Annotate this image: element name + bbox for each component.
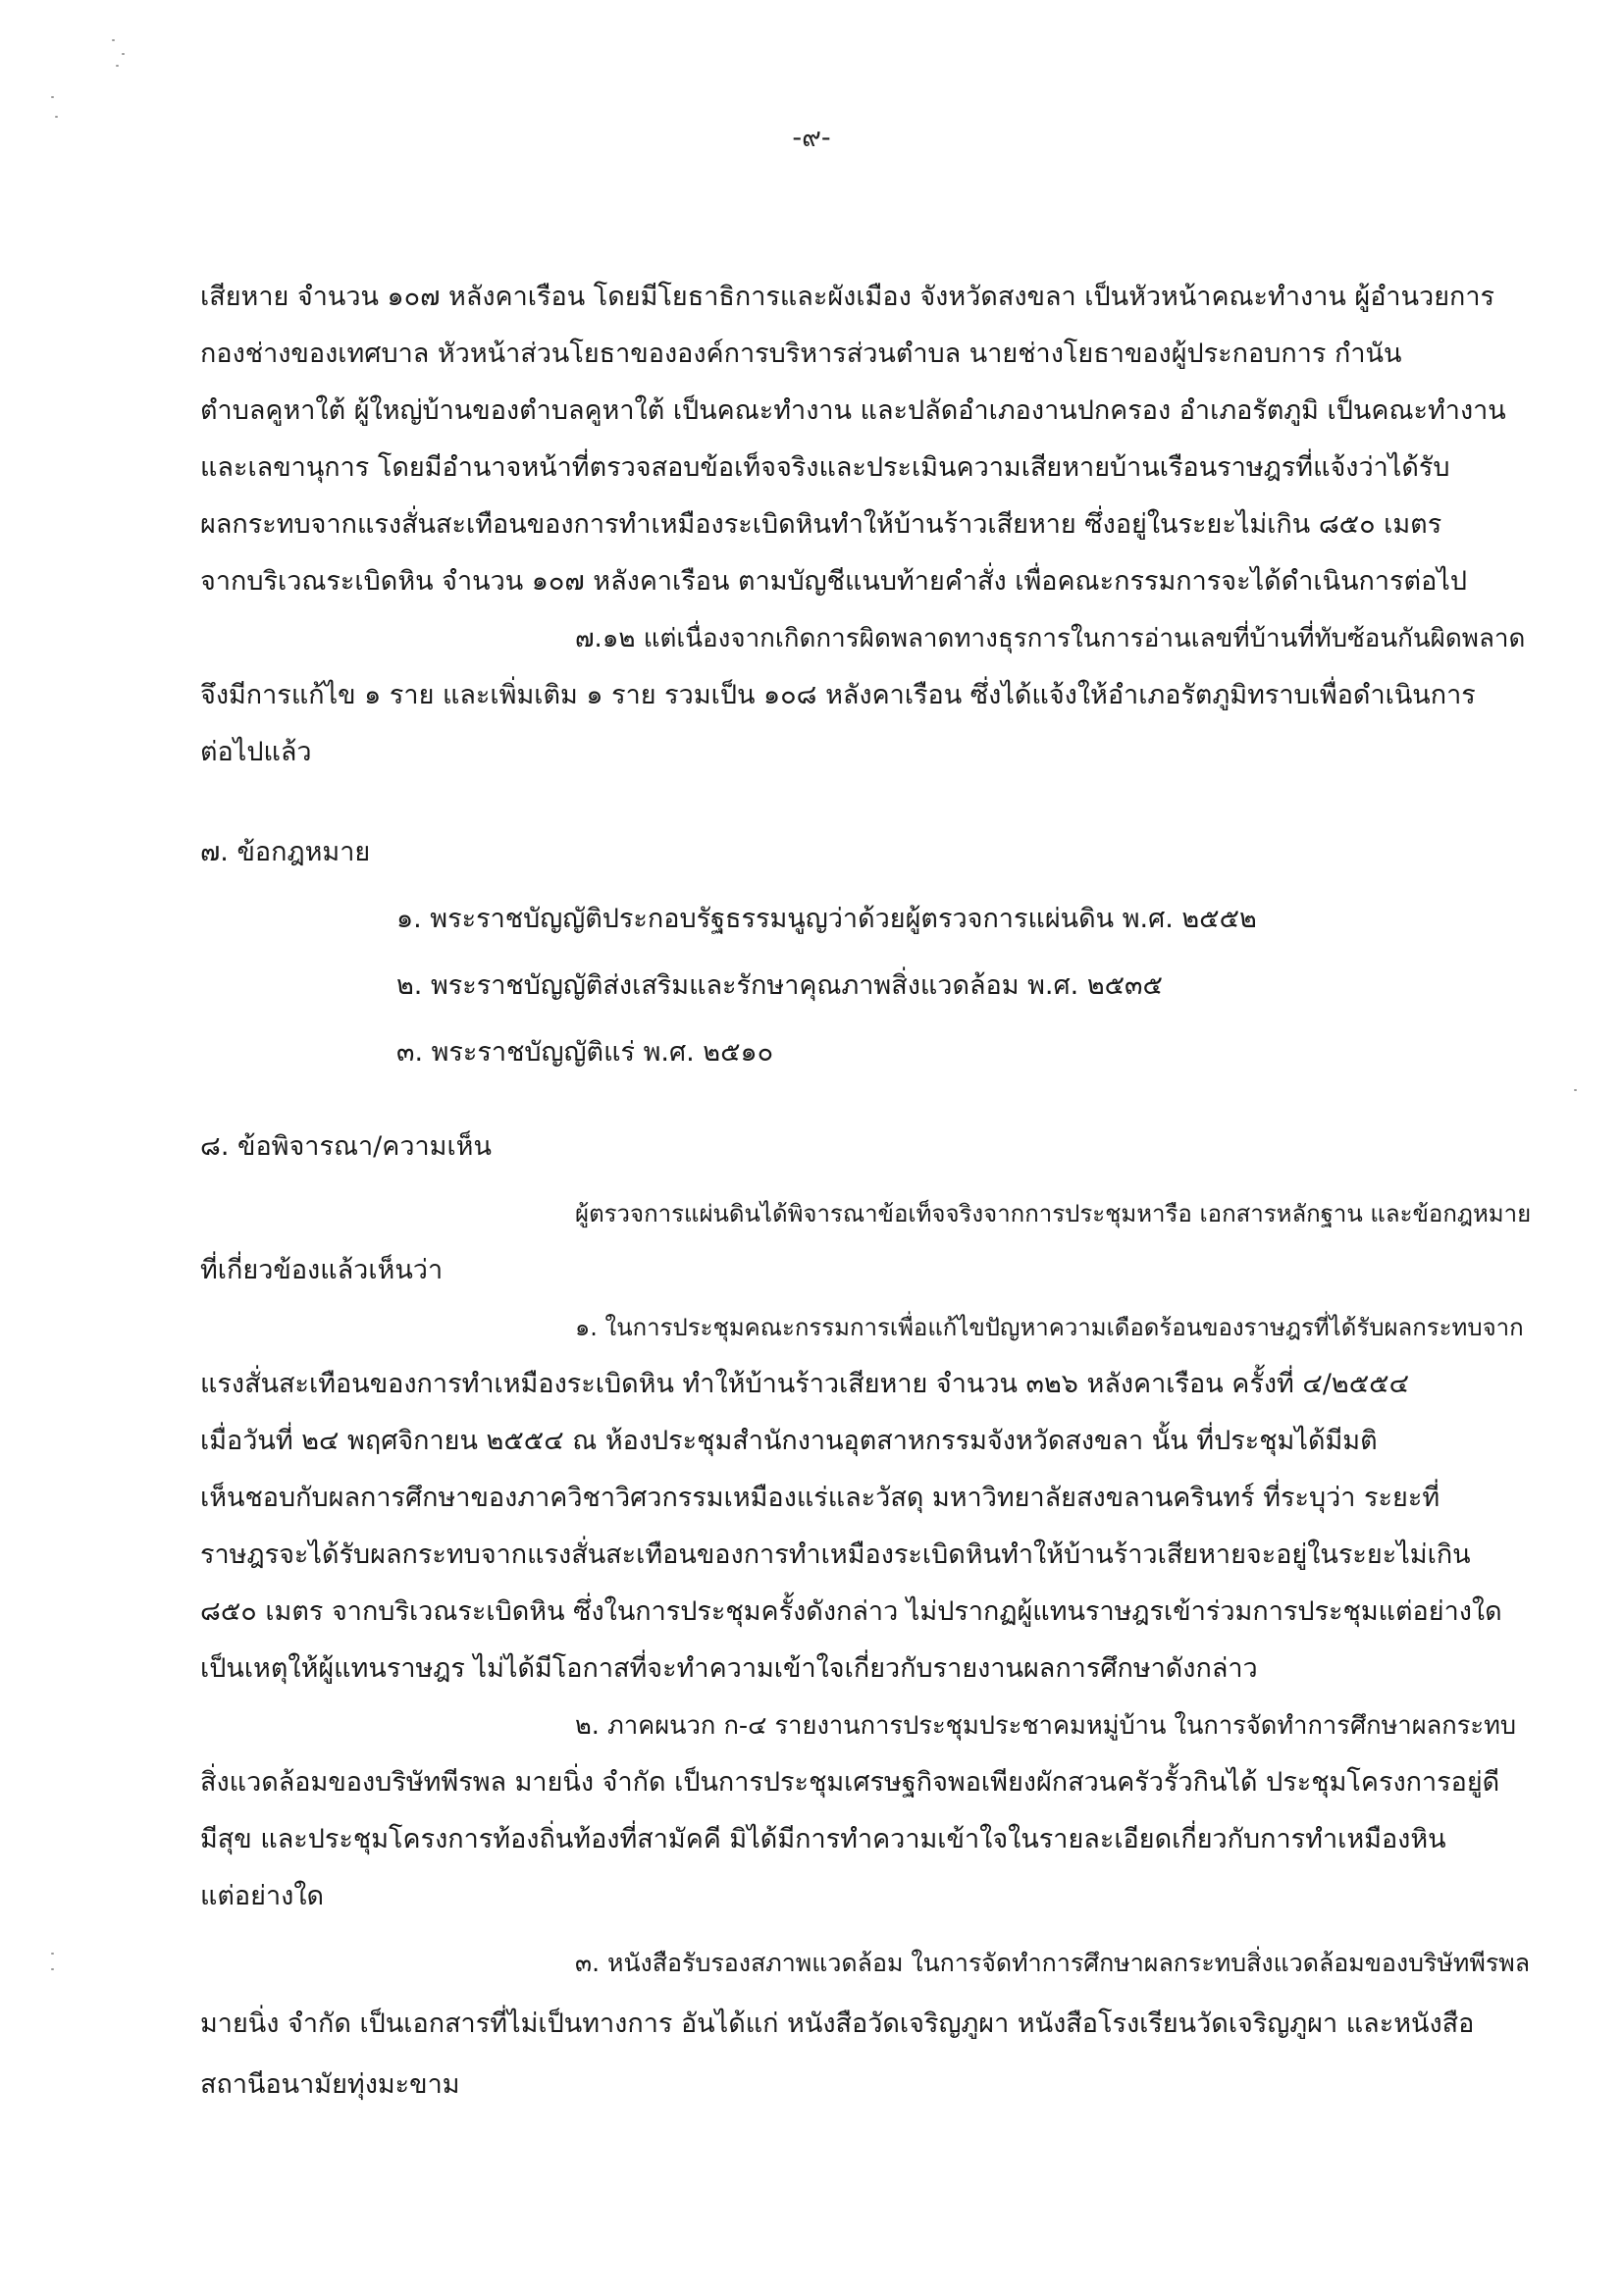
scan-speck [51,1953,54,1955]
page-number: -๙- [792,123,831,153]
text-line: ราษฎรจะได้รับผลกระทบจากแรงสั่นสะเทือนของการทำเหมืองระเบิดหินทำให้บ้านร้าวเสียหายจะอยู่ในระยะไม่เกิน [200,1539,1471,1570]
text-line: ๓. หนังสือรับรองสภาพแวดล้อม ในการจัดทำการศึกษาผลกระทบสิ่งแวดล้อมของบริษัทพีรพล [575,1949,1531,1977]
section-7 [200,834,1533,1071]
scan-speck [116,65,119,67]
text-line: เห็นชอบกับผลการศึกษาของภาควิชาวิศวกรรมเหมืองแร่และวัสดุ มหาวิทยาลัยสงขลานครินทร์ ที่ระบุว่า ระยะที่ [200,1483,1440,1513]
text-line: สถานีอนามัยทุ่งมะขาม [200,2069,460,2100]
section-8-point-3 [200,1945,1533,2104]
text-line: ๘๕๐ เมตร จากบริเวณระเบิดหิน ซึ่งในการประชุมครั้งดังกล่าว ไม่ปรากฏผู้แทนราษฎรเข้าร่วมการประชุมแต่อย่างใด [200,1596,1502,1627]
section-8-point-2 [200,1707,1533,1915]
document-body [200,279,1533,2104]
text-line: จึงมีการแก้ไข ๑ ราย และเพิ่มเติม ๑ ราย รวมเป็น ๑๐๘ หลังคาเรือน ซึ่งได้แจ้งให้อำเภอรัตภูมิทราบเพื่อดำเนินการ [200,680,1476,710]
text-line: สิ่งแวดล้อมของบริษัทพีรพล มายนิ่ง จำกัด เป็นการประชุมเศรษฐกิจพอเพียงผักสวนครัวรั้วกินได้ ประชุมโครงการอยู่ดี [200,1767,1500,1798]
text-line: แรงสั่นสะเทือนของการทำเหมืองระเบิดหิน ทำให้บ้านร้าวเสียหาย จำนวน ๓๒๖ หลังคาเรือน ครั้งที่ ๔/๒๕๕๔ [200,1369,1410,1399]
section-8-point-1 [200,1309,1533,1688]
text-line: กองช่างของเทศบาล หัวหน้าส่วนโยธาขององค์การบริหารส่วนตำบล นายช่างโยธาของผู้ประกอบการ กำนัน [200,339,1402,369]
scan-speck [51,1968,54,1970]
scan-speck [122,53,125,55]
section-heading: ๗. ข้อกฎหมาย [200,837,371,867]
text-line: แต่อย่างใด [200,1881,325,1911]
text-line: ผลกระทบจากแรงสั่นสะเทือนของการทำเหมืองระเบิดหินทำให้บ้านร้าวเสียหาย ซึ่งอยู่ในระยะไม่เกิน ๘๕๐ เมตร [200,509,1442,540]
law-item: ๑. พระราชบัญญัติประกอบรัฐธรรมนูญว่าด้วยผู้ตรวจการแผ่นดิน พ.ศ. ๒๕๕๒ [396,904,1257,934]
law-item: ๒. พระราชบัญญัติส่งเสริมและรักษาคุณภาพสิ่งแวดล้อม พ.ศ. ๒๕๓๕ [396,970,1163,1001]
scan-speck [112,39,115,41]
section-8-intro [200,1195,1533,1289]
text-line: ตำบลคูหาใต้ ผู้ใหญ่บ้านของตำบลคูหาใต้ เป็นคณะทำงาน และปลัดอำเภองานปกครอง อำเภอรัตภูมิ เป็นคณะทำงาน [200,395,1506,426]
continuation-paragraph [200,279,1533,600]
law-item: ๓. พระราชบัญญัติแร่ พ.ศ. ๒๕๑๐ [396,1037,774,1068]
section-heading: ๘. ข้อพิจารณา/ความเห็น [200,1131,492,1162]
text-line: และเลขานุการ โดยมีอำนาจหน้าที่ตรวจสอบข้อเท็จจริงและประเมินความเสียหายบ้านเรือนราษฎรที่แจ้งว่าได้รับ [200,452,1450,483]
text-line: มายนิ่ง จำกัด เป็นเอกสารที่ไม่เป็นทางการ อันได้แก่ หนังสือวัดเจริญภูผา หนังสือโรงเรียนวัดเจริญภูผา และหนังสือ [200,2009,1475,2039]
scan-speck [1574,1089,1577,1091]
text-line: ที่เกี่ยวข้องแล้วเห็นว่า [200,1255,444,1285]
text-line: เสียหาย จำนวน ๑๐๗ หลังคาเรือน โดยมีโยธาธิการและผังเมือง จังหวัดสงขลา เป็นหัวหน้าคณะทำงาน ผู้อำนวยการ [200,282,1495,312]
text-line: เป็นเหตุให้ผู้แทนราษฎร ไม่ได้มีโอกาสที่จะทำความเข้าใจเกี่ยวกับรายงานผลการศึกษาดังกล่าว [200,1653,1258,1684]
item-7-12-paragraph [200,620,1533,771]
text-line: ต่อไปแล้ว [200,737,312,767]
section-8 [200,1128,1533,2104]
text-line: เมื่อวันที่ ๒๔ พฤศจิกายน ๒๕๕๔ ณ ห้องประชุมสำนักงานอุตสาหกรรมจังหวัดสงขลา นั้น ที่ประชุมได้มีมติ [200,1426,1378,1456]
text-line: ผู้ตรวจการแผ่นดินได้พิจารณาข้อเท็จจริงจากการประชุมหารือ เอกสารหลักฐาน และข้อกฎหมาย [575,1200,1532,1227]
text-line: มีสุข และประชุมโครงการท้องถิ่นท้องที่สามัคคี มิได้มีการทำความเข้าใจในรายละเอียดเกี่ยวกับการทำเหมืองหิน [200,1824,1446,1854]
scan-speck [51,96,54,98]
text-line: ๒. ภาคผนวก ก-๔ รายงานการประชุมประชาคมหมู่บ้าน ในการจัดทำการศึกษาผลกระทบ [575,1711,1517,1741]
text-line: ๑. ในการประชุมคณะกรรมการเพื่อแก้ไขปัญหาความเดือดร้อนของราษฎรที่ได้รับผลกระทบจาก [575,1314,1524,1341]
text-line: จากบริเวณระเบิดหิน จำนวน ๑๐๗ หลังคาเรือน ตามบัญชีแนบท้ายคำสั่ง เพื่อคณะกรรมการจะได้ดำเนินการต่อไป [200,566,1468,597]
text-line: ๗.๑๒ แต่เนื่องจากเกิดการผิดพลาดทางธุรการในการอ่านเลขที่บ้านที่ทับซ้อนกันผิดพลาด [575,624,1526,653]
